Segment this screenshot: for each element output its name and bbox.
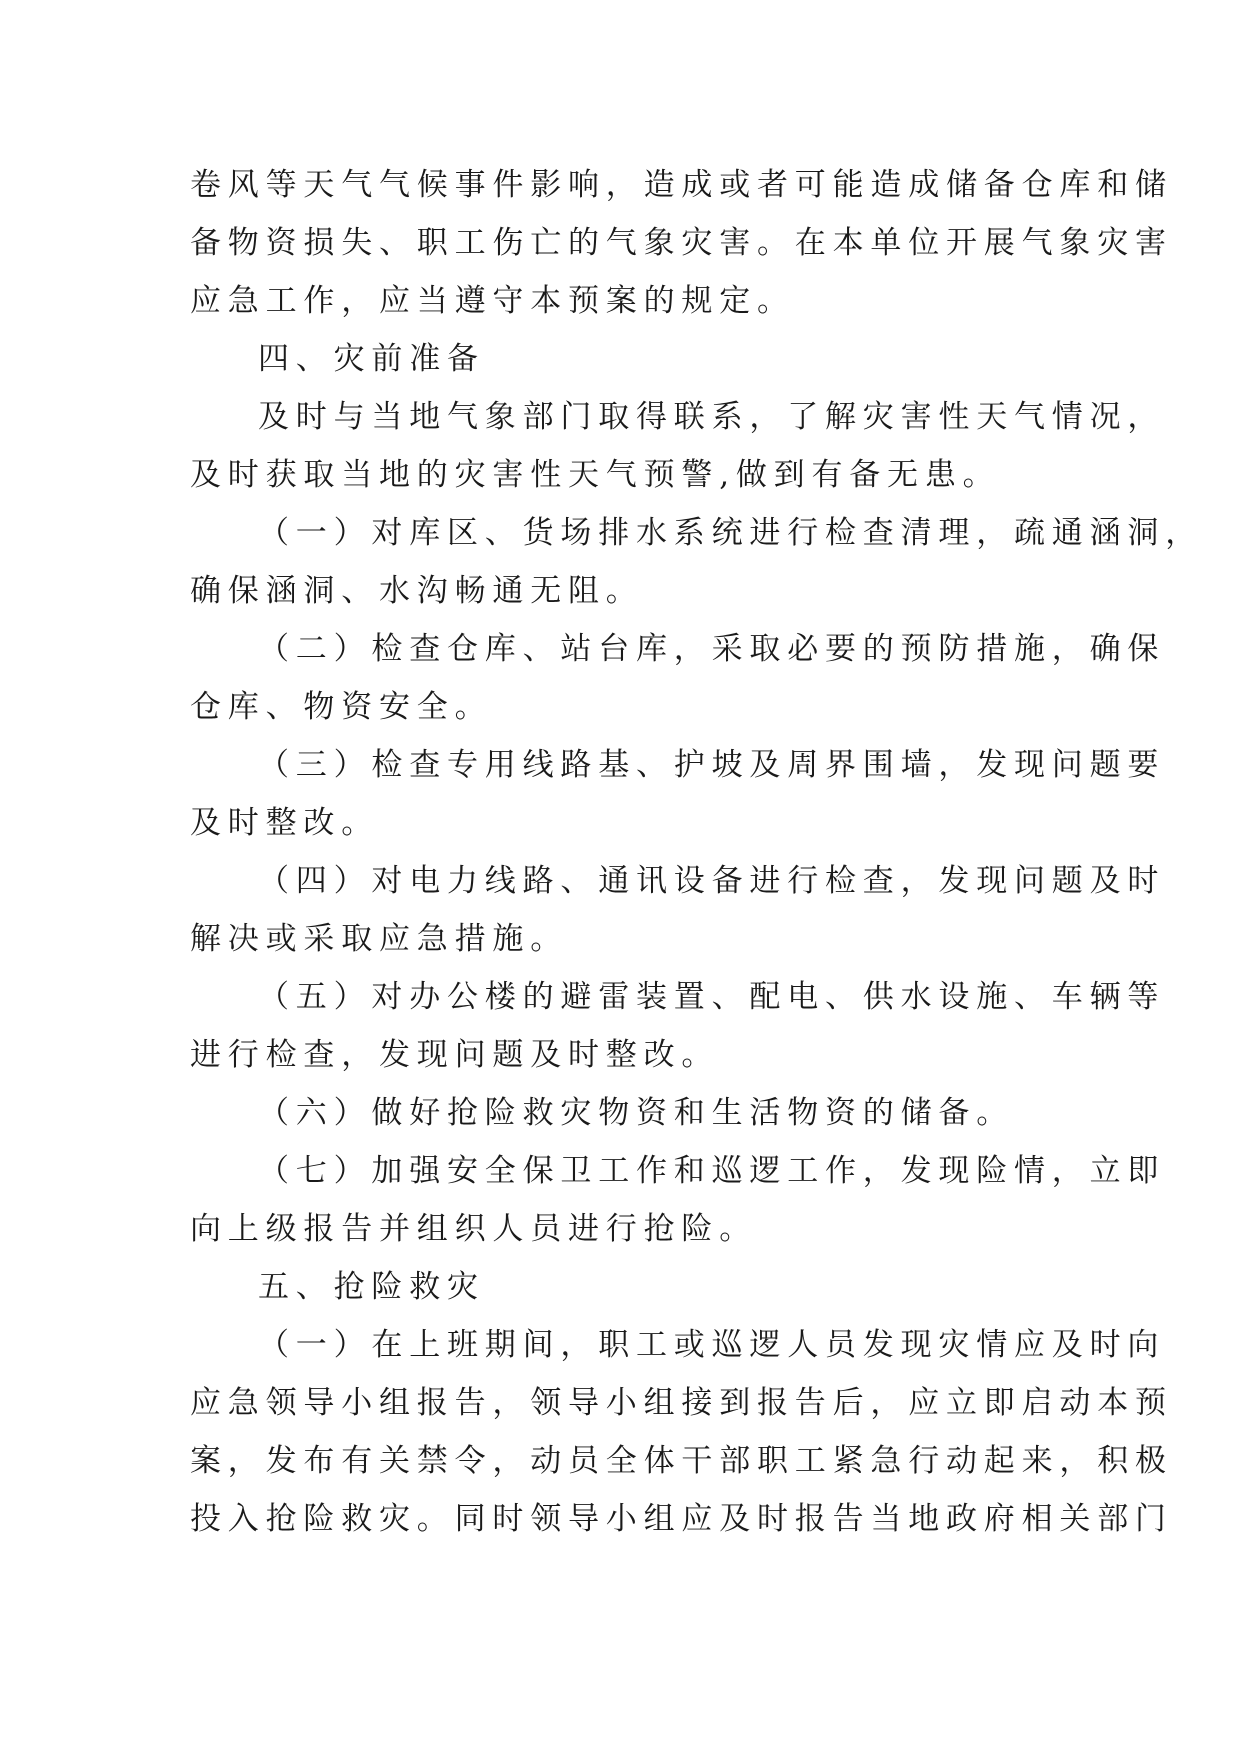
text-line: 应急工作，应当遵守本预案的规定。 (190, 283, 795, 319)
list-item-line: （五）对办公楼的避雷装置、配电、供水设施、车辆等 (258, 979, 1166, 1015)
section-heading: 五、抢险救灾 (258, 1269, 485, 1305)
list-item-line: （二）检查仓库、站台库，采取必要的预防措施，确保 (258, 631, 1166, 667)
list-item-line: （七）加强安全保卫工作和巡逻工作，发现险情，立即 (258, 1153, 1166, 1189)
list-item-line: （一）在上班期间，职工或巡逻人员发现灾情应及时向 (258, 1327, 1166, 1363)
text-line: 确保涵洞、水沟畅通无阻。 (190, 573, 644, 609)
text-line: 进行检查，发现问题及时整改。 (190, 1037, 720, 1073)
text-line: 及时获取当地的灾害性天气预警,做到有备无患。 (190, 457, 1001, 493)
text-line: 卷风等天气气候事件影响，造成或者可能造成储备仓库和储 (190, 167, 1173, 203)
list-item-line: （三）检查专用线路基、护坡及周界围墙，发现问题要 (258, 747, 1166, 783)
text-line: 解决或采取应急措施。 (190, 921, 568, 957)
text-line: 向上级报告并组织人员进行抢险。 (190, 1211, 757, 1247)
list-item-line: （一）对库区、货场排水系统进行检查清理，疏通涵洞， (258, 515, 1203, 551)
text-line: 及时整改。 (190, 805, 379, 841)
list-item-line: （六）做好抢险救灾物资和生活物资的储备。 (258, 1095, 1014, 1131)
text-line: 投入抢险救灾。同时领导小组应及时报告当地政府相关部门 (190, 1501, 1173, 1537)
document-body (190, 156, 1203, 1548)
text-line: 备物资损失、职工伤亡的气象灾害。在本单位开展气象灾害 (190, 225, 1173, 261)
text-line: 应急领导小组报告，领导小组接到报告后，应立即启动本预 (190, 1385, 1173, 1421)
section-heading: 四、灾前准备 (258, 341, 485, 377)
text-line: 仓库、物资安全。 (190, 689, 493, 725)
text-line: 及时与当地气象部门取得联系，了解灾害性天气情况， (258, 399, 1166, 435)
list-item-line: （四）对电力线路、通讯设备进行检查，发现问题及时 (258, 863, 1166, 899)
text-line: 案，发布有关禁令，动员全体干部职工紧急行动起来，积极 (190, 1443, 1173, 1479)
